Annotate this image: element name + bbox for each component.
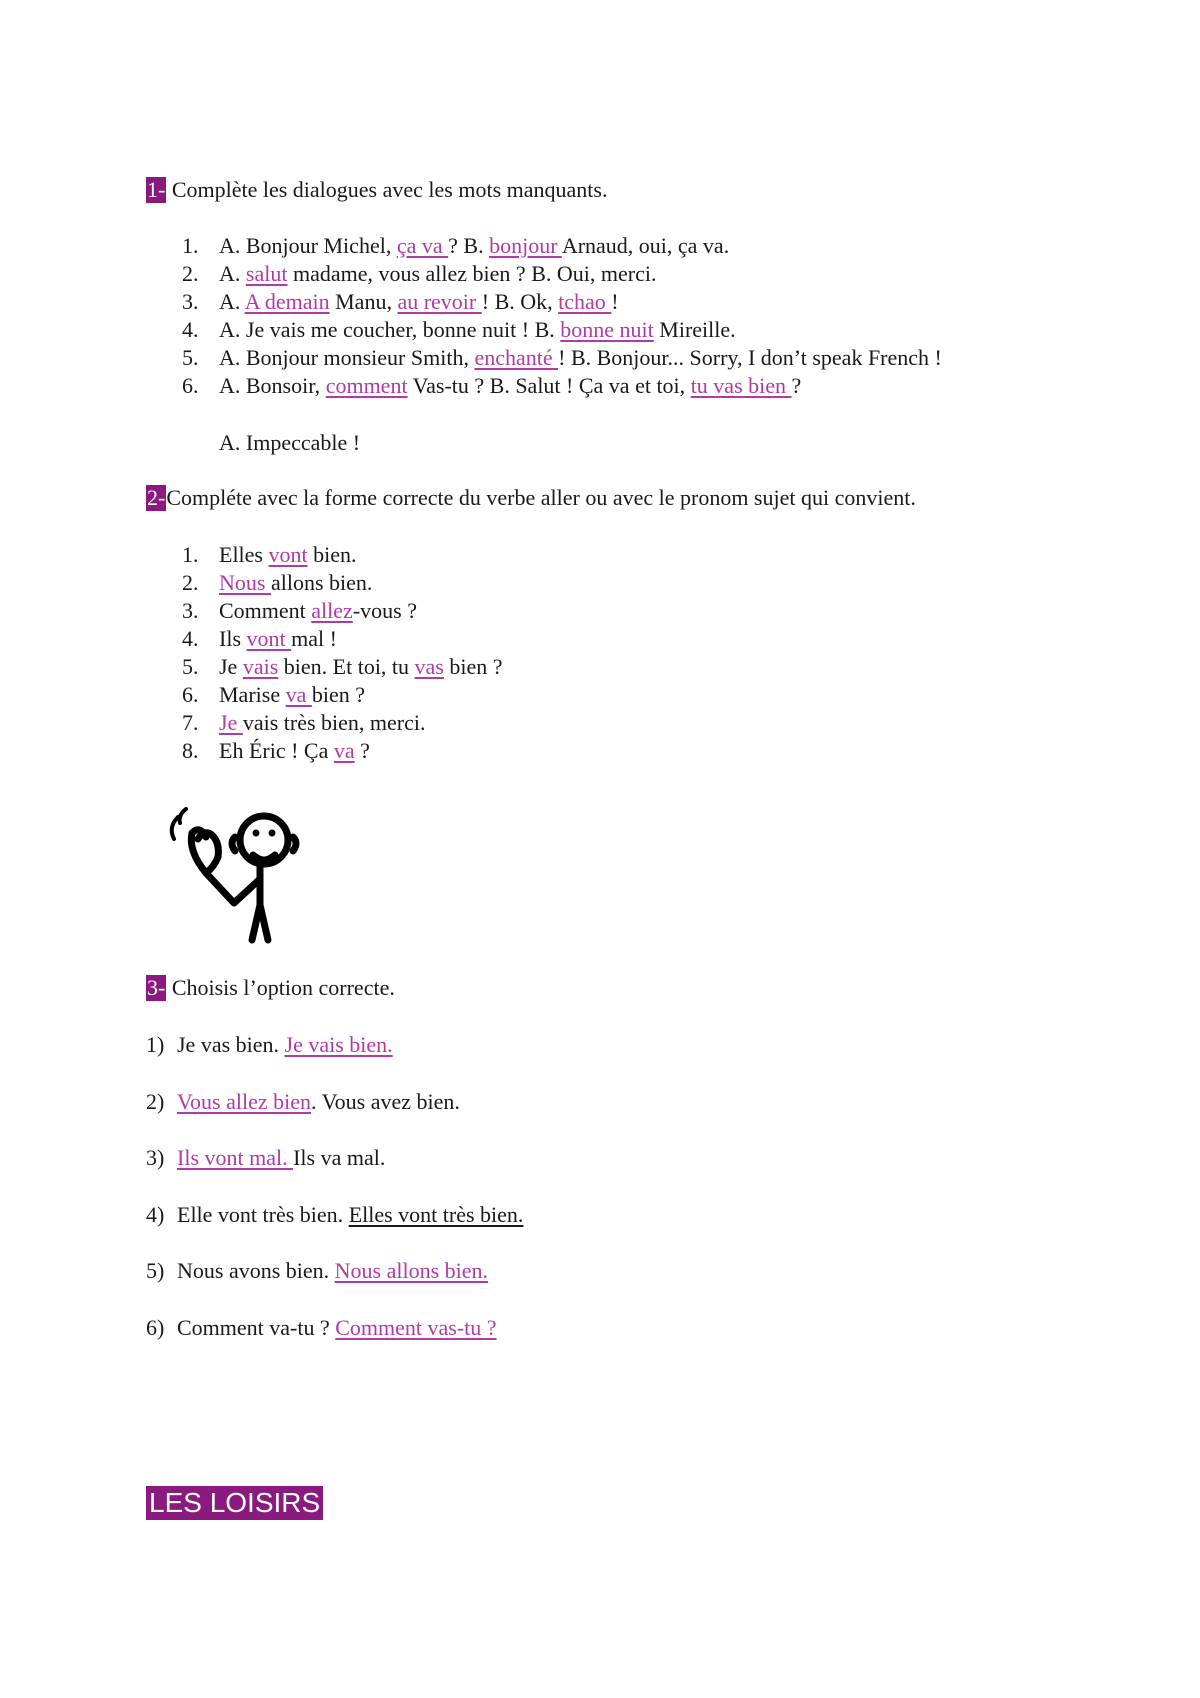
- item-number: 4.: [182, 317, 199, 342]
- item-text: [219, 569, 372, 597]
- prompt-text: Elle vont très bien.: [177, 1201, 349, 1227]
- waving-stick-figure-icon: [156, 795, 306, 945]
- answer-text: allez: [311, 598, 353, 623]
- item-text: [219, 288, 619, 316]
- prompt-text: A. Bonjour monsieur Smith,: [219, 345, 475, 370]
- prompt-text: Marise: [219, 682, 286, 707]
- prompt-text: allons bien.: [270, 570, 373, 595]
- item-number: 3.: [182, 598, 199, 623]
- answer-text: Je: [219, 710, 243, 735]
- prompt-text: vais très bien, merci.: [242, 710, 426, 735]
- answer-text: comment: [325, 373, 408, 398]
- item-number: 1.: [182, 542, 199, 567]
- answer-text: Nous: [219, 570, 271, 595]
- prompt-text: ?: [354, 738, 370, 763]
- section-heading: LES LOISIRS: [146, 1486, 323, 1520]
- answer-text: Comment vas-tu ?: [335, 1314, 497, 1340]
- prompt-text: Ils: [219, 626, 247, 651]
- prompt-text: Mireille.: [653, 317, 736, 342]
- item-number: 5.: [182, 345, 199, 370]
- item-text: [177, 1257, 488, 1285]
- item-text: [219, 625, 337, 653]
- item-text: [219, 372, 801, 400]
- prompt-text: Je vas bien.: [177, 1032, 285, 1057]
- prompt-text: ? B.: [448, 233, 490, 258]
- prompt-text: !: [611, 289, 619, 314]
- item-text: [219, 541, 357, 569]
- item-text: [177, 1314, 497, 1342]
- prompt-text: bien. Et toi, tu: [278, 654, 415, 679]
- prompt-text: Nous avons bien.: [177, 1258, 335, 1283]
- prompt-text: madame, vous allez bien ? B. Oui, merci.: [287, 261, 657, 286]
- item-text: [219, 232, 729, 260]
- exercise-1-instruction-text: Complète les dialogues avec les mots manquants.: [171, 177, 608, 202]
- item-number: 7.: [182, 710, 199, 735]
- exercise-1-badge: 1-: [147, 177, 166, 202]
- prompt-text: Comment: [219, 598, 312, 623]
- item-number: 5): [146, 1258, 165, 1283]
- prompt-text: bien ?: [443, 654, 503, 679]
- item-number: 2): [146, 1088, 165, 1114]
- item-number: 5.: [182, 654, 199, 679]
- item-number: 6): [146, 1314, 165, 1340]
- item-number: 4): [146, 1201, 165, 1227]
- item-number: 3): [146, 1145, 165, 1170]
- prompt-text: A. Bonjour Michel,: [219, 233, 397, 258]
- answer-text: va: [285, 682, 312, 707]
- answer-text: Je vais bien.: [284, 1032, 393, 1057]
- answer-text: A demain: [244, 289, 330, 314]
- exercise-3-instruction: [146, 974, 395, 1002]
- answer-text: salut: [245, 261, 288, 286]
- exercise-3-instruction-text: Choisis l’option correcte.: [171, 975, 395, 1000]
- item-text: [219, 681, 365, 709]
- item-text: [177, 1031, 393, 1059]
- item-text: [219, 737, 370, 765]
- item-text: [219, 260, 656, 288]
- prompt-text: ! B. Ok,: [481, 289, 559, 314]
- prompt-text: ! B. Bonjour... Sorry, I don’t speak French !: [558, 345, 942, 370]
- answer-text: va: [333, 738, 355, 763]
- item-text: [177, 1144, 385, 1172]
- answer-text: Nous allons bien.: [334, 1258, 489, 1283]
- prompt-text: Eh Éric ! Ça: [219, 738, 334, 763]
- answer-text: vont: [268, 542, 308, 567]
- prompt-text: Vas-tu ? B. Salut ! Ça va et toi,: [407, 373, 691, 398]
- answer-text: vont: [246, 626, 292, 651]
- item-number: 8.: [182, 738, 199, 763]
- exercise-1-extra-line: A. Impeccable !: [219, 430, 361, 455]
- prompt-text: Ils va mal.: [293, 1145, 386, 1170]
- answer-text: vas: [414, 654, 444, 679]
- item-number: 1.: [182, 233, 199, 258]
- exercise-2-badge: 2-: [147, 485, 166, 510]
- answer-text: bonjour: [489, 233, 562, 258]
- item-number: 6.: [182, 373, 199, 398]
- prompt-text: bien ?: [311, 682, 366, 707]
- prompt-text: . Vous avez bien.: [311, 1088, 460, 1114]
- prompt-text: A. Bonsoir,: [219, 373, 326, 398]
- answer-text: au revoir: [397, 289, 482, 314]
- prompt-text: A. Je vais me coucher, bonne nuit ! B.: [219, 317, 561, 342]
- item-number: 3.: [182, 289, 199, 314]
- prompt-text: bien.: [307, 542, 357, 567]
- exercise-3-badge: 3-: [147, 975, 166, 1000]
- item-text: [219, 316, 736, 344]
- answer-text: bonne nuit: [560, 317, 654, 342]
- item-number: 2.: [182, 261, 199, 286]
- answer-text: tu vas bien: [690, 373, 792, 398]
- prompt-text: Arnaud, oui, ça va.: [561, 233, 730, 258]
- item-text: [219, 597, 417, 625]
- prompt-text: A.: [219, 261, 246, 286]
- answer-text: ça va: [396, 233, 449, 258]
- item-text: [177, 1088, 460, 1116]
- prompt-text: Comment va-tu ?: [177, 1314, 336, 1340]
- answer-text: Vous allez bien: [177, 1088, 312, 1114]
- item-number: 1): [146, 1032, 165, 1057]
- item-number: 6.: [182, 682, 199, 707]
- exercise-1-instruction: [146, 176, 607, 204]
- exercise-2-instruction: [146, 484, 916, 512]
- answer-text: Ils vont mal.: [177, 1145, 294, 1170]
- prompt-text: Manu,: [329, 289, 398, 314]
- item-number: 4.: [182, 626, 199, 651]
- item-text: [219, 653, 503, 681]
- prompt-text: Je: [219, 654, 243, 679]
- prompt-text: -vous ?: [352, 598, 417, 623]
- item-number: 2.: [182, 570, 199, 595]
- answer-text: enchanté: [474, 345, 559, 370]
- exercise-2-instruction-text: Compléte avec la forme correcte du verbe aller ou avec le pronom sujet qui convient.: [166, 485, 916, 510]
- answer-text: tchao: [558, 289, 612, 314]
- item-text: [219, 709, 426, 737]
- prompt-text: A.: [219, 289, 245, 314]
- prompt-text: Elles: [219, 542, 269, 567]
- underlined-text: Elles vont très bien.: [348, 1201, 524, 1227]
- item-text: [219, 344, 942, 372]
- prompt-text: ?: [791, 373, 802, 398]
- prompt-text: mal !: [291, 626, 337, 651]
- answer-text: vais: [242, 654, 279, 679]
- item-text: [177, 1201, 523, 1229]
